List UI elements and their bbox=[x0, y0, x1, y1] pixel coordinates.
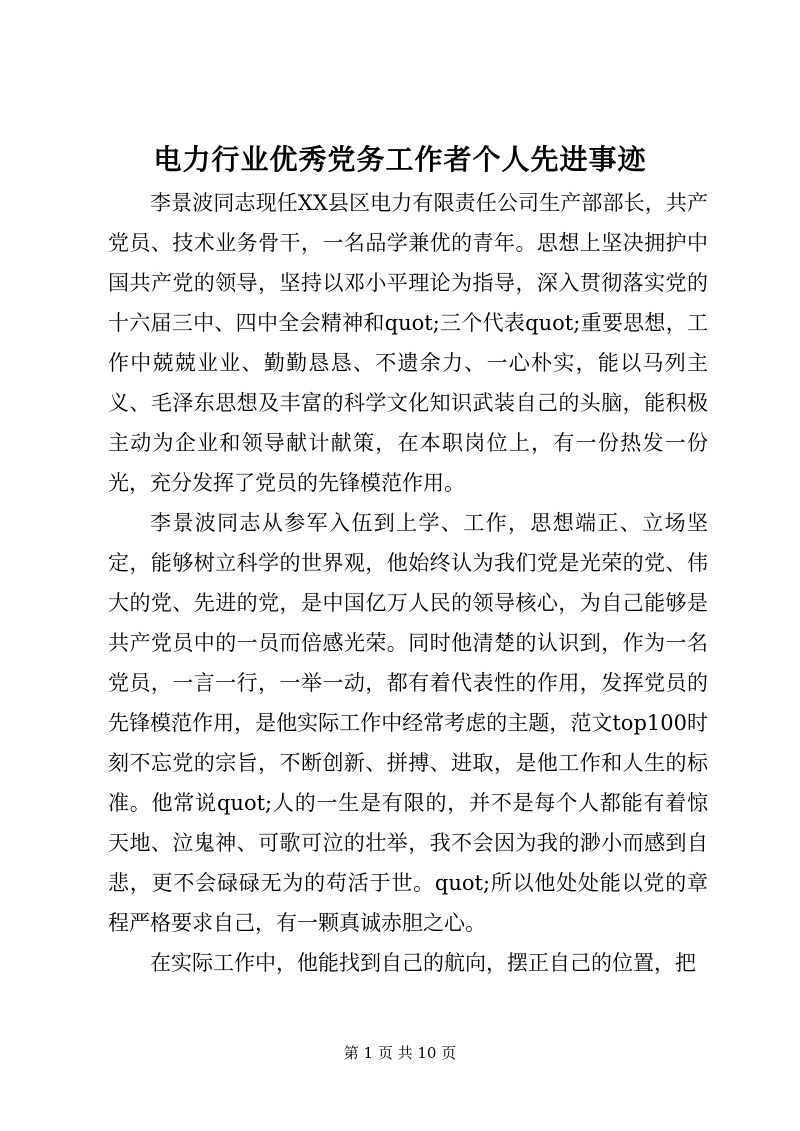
paragraph-1: 李景波同志现任XX县区电力有限责任公司生产部部长，共产党员、技术业务骨干，一名品学兼优的青年。思想上坚决拥护中国共产党的领导，坚持以邓小平理论为指导，深入贯彻落实党的十六届三中、四中全会精神和quot;三个代表quot;重要思想，工作中兢兢业业、勤勤恳恳、不遗余力、一心朴实，能以马列主义、毛泽东思想及丰富的科学文化知识武装自己的头脑，能积极主动为企业和领导献计献策，在本职岗位上，有一份热发一份光，充分发挥了党员的先锋模范作用。 bbox=[108, 191, 708, 495]
page-footer: 第 1 页 共 10 页 bbox=[343, 1044, 457, 1062]
paragraph-3: 在实际工作中，他能找到自己的航向，摆正自己的位置，把 bbox=[150, 951, 696, 975]
document-body bbox=[108, 183, 708, 983]
paragraph-2: 李景波同志从参军入伍到上学、工作，思想端正、立场坚定，能够树立科学的世界观，他始终认为我们党是光荣的党、伟大的党、先进的党，是中国亿万人民的领导核心，为自己能够是共产党员中的一员而倍感光荣。同时他清楚的认识到，作为一名党员，一言一行，一举一动，都有着代表性的作用，发挥党员的先锋模范作用，是他实际工作中经常考虑的主题，范文top100时刻不忘党的宗旨，不断创新、拼搏、进取，是他工作和人生的标准。他常说quot;人的一生是有限的，并不是每个人都能有着惊天地、泣鬼神、可歌可泣的壮举，我不会因为我的渺小而感到自悲，更不会碌碌无为的苟活于世。quot;所以他处处能以党的章程严格要求自己，有一颗真诚赤胆之心。 bbox=[108, 511, 708, 935]
document-title: 电力行业优秀党务工作者个人先进事迹 bbox=[153, 143, 647, 176]
